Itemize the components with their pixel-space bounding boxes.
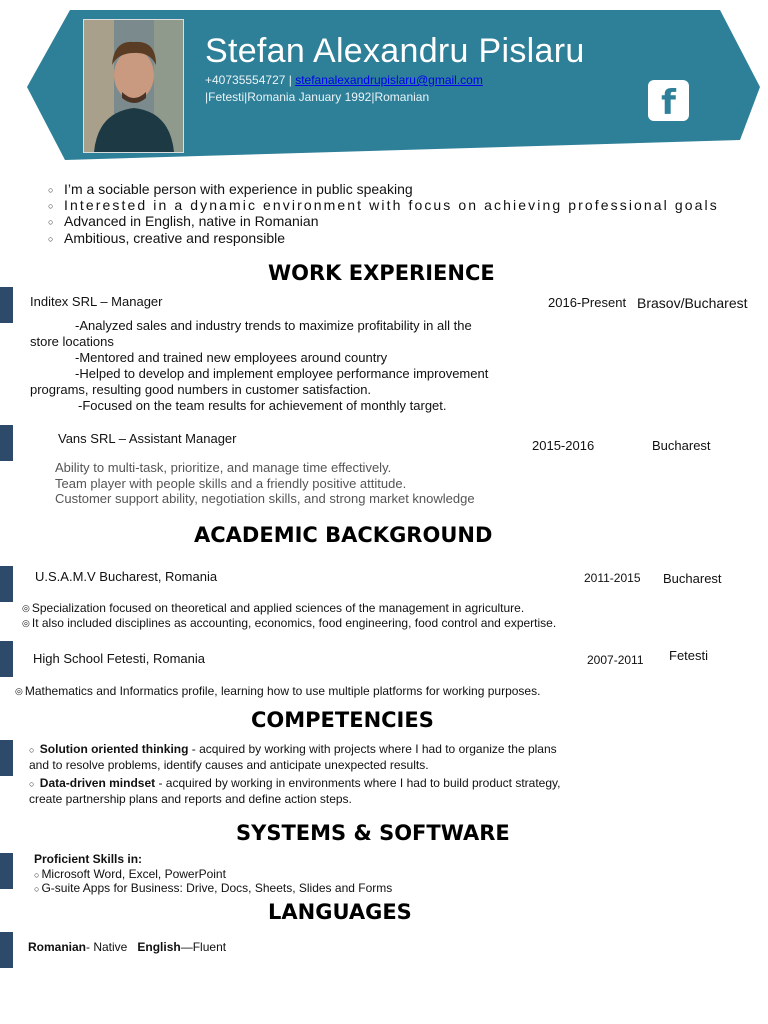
skills-item: ○ G-suite Apps for Business: Drive, Docs, Sheets, Slides and Forms — [34, 881, 393, 895]
facebook-icon[interactable]: f — [648, 80, 689, 121]
contact-line: +40735554727 | stefanalexandrupislaru@gmail.com — [205, 73, 483, 87]
job-detail: -Focused on the team results for achievement of monthly target. — [78, 398, 447, 413]
competency-item-continued: create partnership plans and reports and define action steps. — [29, 792, 352, 806]
job-detail: Ability to multi-task, prioritize, and manage time effectively. — [55, 460, 392, 475]
language-level: —Fluent — [180, 940, 227, 954]
profile-photo — [83, 19, 184, 153]
job-location: Brasov/Bucharest — [637, 295, 748, 311]
section-marker — [0, 287, 13, 323]
competency-item: ○ Data-driven mindset - acquired by working in environments where I had to build product strategy, — [29, 776, 561, 790]
job-title: Vans SRL – Assistant Manager — [58, 431, 237, 446]
competency-item-continued: and to resolve problems, identify causes and anticipate unexpected results. — [29, 758, 429, 772]
summary-item: ○ Interested in a dynamic environment with focus on achieving professional goals — [48, 197, 719, 213]
job-detail: Team player with people skills and a friendly positive attitude. — [55, 476, 407, 491]
section-marker — [0, 740, 13, 776]
section-heading-systems: SYSTEMS & SOFTWARE — [236, 821, 510, 845]
summary-item: ○ Advanced in English, native in Romanian — [48, 213, 319, 229]
skills-label: Proficient Skills in: — [34, 852, 143, 866]
candidate-name: Stefan Alexandru Pislaru — [205, 32, 585, 70]
job-period: 2015-2016 — [532, 438, 595, 453]
competency-item: ○ Solution oriented thinking - acquired by working with projects where I had to organize the plans — [29, 742, 557, 756]
personal-details: |Fetesti|Romania January 1992|Romanian — [205, 90, 430, 104]
skills-item: ○ Microsoft Word, Excel, PowerPoint — [34, 867, 226, 881]
email-link[interactable]: stefanalexandrupislaru@gmail.com — [295, 73, 483, 87]
job-detail: Customer support ability, negotiation skills, and strong market knowledge — [55, 491, 475, 506]
school-period: 2011-2015 — [584, 571, 641, 585]
job-detail: -Helped to develop and implement employee performance improvement — [75, 366, 489, 381]
school-location: Bucharest — [663, 571, 722, 586]
section-marker — [0, 641, 13, 677]
summary-item: ○ I’m a sociable person with experience in public speaking — [48, 181, 413, 197]
language-level: - Native — [86, 940, 128, 954]
school-detail: ◎ It also included disciplines as accounting, economics, food engineering, food control and expertise. — [22, 616, 557, 630]
section-marker — [0, 853, 13, 889]
section-heading-academic: ACADEMIC BACKGROUND — [194, 523, 493, 547]
section-marker — [0, 566, 13, 602]
phone-number: +40735554727 — [205, 73, 286, 87]
job-detail: -Analyzed sales and industry trends to maximize profitability in all the — [75, 318, 472, 333]
school-location: Fetesti — [669, 648, 709, 663]
job-period: 2016-Present — [548, 295, 627, 310]
language-name: English — [137, 940, 181, 954]
language-name: Romanian — [28, 940, 87, 954]
job-detail: store locations — [30, 334, 114, 349]
school-name: High School Fetesti, Romania — [33, 651, 205, 666]
school-detail: ◎ Specialization focused on theoretical and applied sciences of the management in agriculture. — [22, 601, 525, 615]
section-heading-competencies: COMPETENCIES — [251, 708, 434, 732]
job-detail: programs, resulting good numbers in customer satisfaction. — [30, 382, 372, 397]
section-heading-work: WORK EXPERIENCE — [268, 261, 495, 285]
section-heading-languages: LANGUAGES — [268, 900, 412, 924]
school-detail: ◎ Mathematics and Informatics profile, learning how to use multiple platforms for working purposes. — [15, 684, 541, 698]
summary-item: ○ Ambitious, creative and responsible — [48, 230, 286, 246]
job-title: Inditex SRL – Manager — [30, 294, 163, 309]
job-detail: -Mentored and trained new employees around country — [75, 350, 388, 365]
school-period: 2007-2011 — [587, 653, 644, 667]
job-location: Bucharest — [652, 438, 711, 453]
section-marker — [0, 932, 13, 968]
section-marker — [0, 425, 13, 461]
languages-line — [28, 940, 226, 954]
school-name: U.S.A.M.V Bucharest, Romania — [35, 569, 218, 584]
